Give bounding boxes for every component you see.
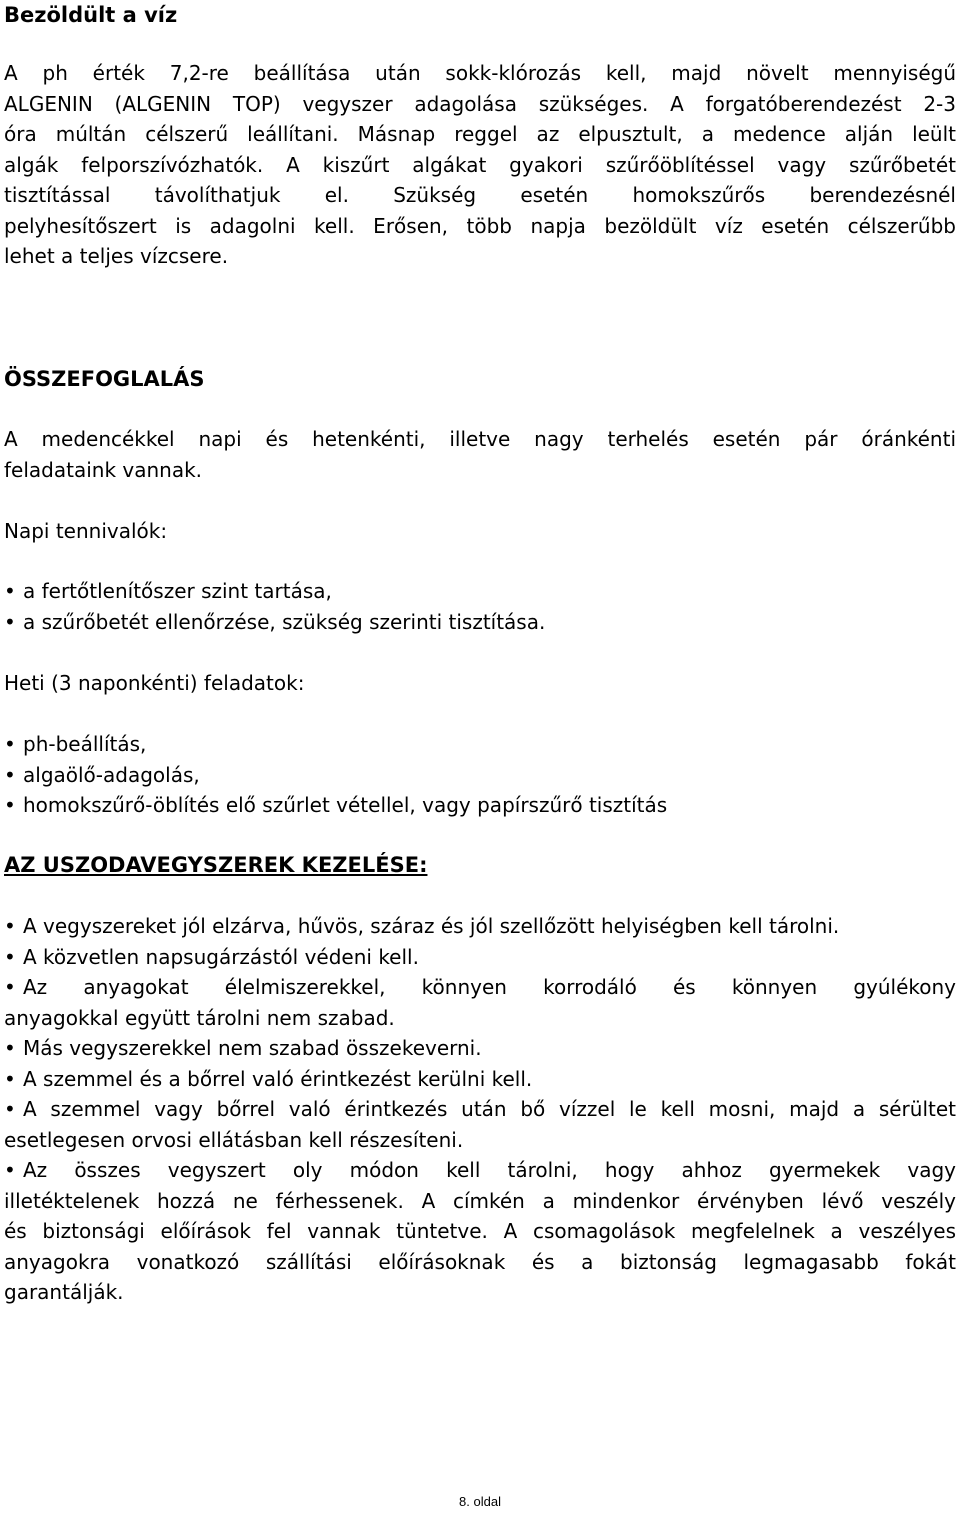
chemicals-title: AZ USZODAVEGYSZEREK KEZELÉSE: — [4, 853, 428, 877]
list-item-line: esetlegesen orvosi ellátásban kell részesíteni. — [4, 1127, 464, 1152]
bullet-icon: • — [4, 944, 16, 969]
chemicals-list — [4, 911, 956, 1308]
bullet-icon: • — [4, 579, 16, 603]
list-item — [4, 790, 956, 821]
list-item-text: homokszűrő-öblítés elő szűrlet vétellel, vagy papírszűrő tisztítás — [23, 793, 668, 817]
list-item-text: Más vegyszerekkel nem szabad összekeverni. — [23, 1036, 482, 1060]
bullet-icon: • — [4, 914, 16, 938]
paragraph-line: tisztítással távolíthatjuk el. Szükség esetén homokszűrős berendezésnél — [4, 183, 956, 207]
list-item-text: A közvetlen napsugárzástól védeni kell. — [23, 944, 419, 969]
paragraph-line: algák felporszívózhatók. A kiszűrt algákat gyakori szűrőöblítéssel vagy szűrőbetét — [4, 152, 956, 177]
list-item-line — [4, 1155, 956, 1186]
bullet-icon: • — [4, 1066, 16, 1091]
bullet-icon: • — [4, 732, 16, 756]
list-item-line — [4, 1094, 956, 1125]
list-item-line: anyagokra vonatkozó szállítási előírásoknak és a biztonság legmagasabb fokát — [4, 1249, 956, 1274]
bullet-icon: • — [4, 1036, 16, 1060]
list-item — [4, 942, 956, 973]
list-item — [4, 1094, 956, 1155]
green-water-paragraph — [4, 58, 956, 272]
bullet-icon: • — [4, 609, 16, 634]
paragraph-line: ALGENIN (ALGENIN TOP) vegyszer adagolása szükséges. A forgatóberendezést 2-3 — [4, 91, 956, 116]
bullet-icon: • — [4, 793, 16, 817]
list-item — [4, 1033, 956, 1064]
summary-intro — [4, 424, 956, 485]
paragraph-line: feladataink vannak. — [4, 457, 203, 482]
bullet-icon: • — [4, 1158, 16, 1182]
list-item — [4, 1064, 956, 1095]
list-item — [4, 576, 956, 607]
list-item-line: és biztonsági előírások fel vannak tüntetve. A csomagolások megfelelnek a veszélyes — [4, 1219, 956, 1243]
list-item-text: algaölő-adagolás, — [23, 762, 200, 787]
list-item — [4, 760, 956, 791]
list-item-line — [4, 911, 956, 942]
list-item — [4, 1155, 956, 1308]
list-item-text: Az anyagokat élelmiszerekkel, könnyen korrodáló és könnyen gyúlékony — [23, 975, 956, 999]
summary-title: ÖSSZEFOGLALÁS — [4, 367, 205, 391]
list-item-line — [4, 1064, 956, 1095]
list-item-text: Az összes vegyszert oly módon kell tárolni, hogy ahhoz gyermekek vagy — [23, 1158, 956, 1182]
list-item — [4, 729, 956, 760]
list-item-text: a szűrőbetét ellenőrzése, szükség szerinti tisztítása. — [23, 609, 546, 634]
paragraph-line: A ph érték 7,2-re beállítása után sokk-klórozás kell, majd növelt mennyiségű — [4, 61, 956, 85]
weekly-tasks-list — [4, 729, 956, 821]
paragraph-line: óra múltán célszerű leállítani. Másnap reggel az elpusztult, a medence alján leült — [4, 122, 956, 146]
list-item-line: garantálják. — [4, 1280, 124, 1304]
list-item — [4, 972, 956, 1033]
list-item-text: A szemmel vagy bőrrel való érintkezés után bő vízzel le kell mosni, majd a sérültet — [23, 1097, 956, 1121]
daily-tasks-label — [4, 516, 956, 547]
list-item-text: A szemmel és a bőrrel való érintkezést kerülni kell. — [23, 1066, 533, 1091]
list-item-text: a fertőtlenítőszer szint tartása, — [23, 579, 332, 603]
daily-tasks-label-text: Napi tennivalók: — [4, 519, 168, 543]
daily-tasks-list — [4, 576, 956, 637]
list-item-line: anyagokkal együtt tárolni nem szabad. — [4, 1005, 395, 1030]
bullet-icon: • — [4, 762, 16, 787]
weekly-tasks-label-text: Heti (3 naponkénti) feladatok: — [4, 671, 305, 695]
list-item — [4, 607, 956, 638]
list-item-text: ph-beállítás, — [23, 732, 147, 756]
list-item-line — [4, 1033, 956, 1064]
list-item-text: A vegyszereket jól elzárva, hűvös, száraz és jól szellőzött helyiségben kell tárolni. — [23, 914, 840, 938]
list-item-line — [4, 972, 956, 1003]
list-item — [4, 911, 956, 942]
list-item-line — [4, 942, 956, 973]
paragraph-line: A medencékkel napi és hetenkénti, illetve nagy terhelés esetén pár óránkénti — [4, 427, 956, 451]
weekly-tasks-label — [4, 668, 956, 699]
bullet-icon: • — [4, 1097, 16, 1121]
paragraph-line: lehet a teljes vízcsere. — [4, 244, 229, 268]
bullet-icon: • — [4, 975, 16, 999]
paragraph-line: pelyhesítőszert is adagolni kell. Erősen, több napja bezöldült víz esetén célszerűbb — [4, 213, 956, 238]
page-number: 8. oldal — [459, 1494, 501, 1509]
section-title-green-water: Bezöldült a víz — [4, 3, 178, 27]
list-item-line: illetéktelenek hozzá ne férhessenek. A címkén a mindenkor érvényben lévő veszély — [4, 1188, 956, 1213]
